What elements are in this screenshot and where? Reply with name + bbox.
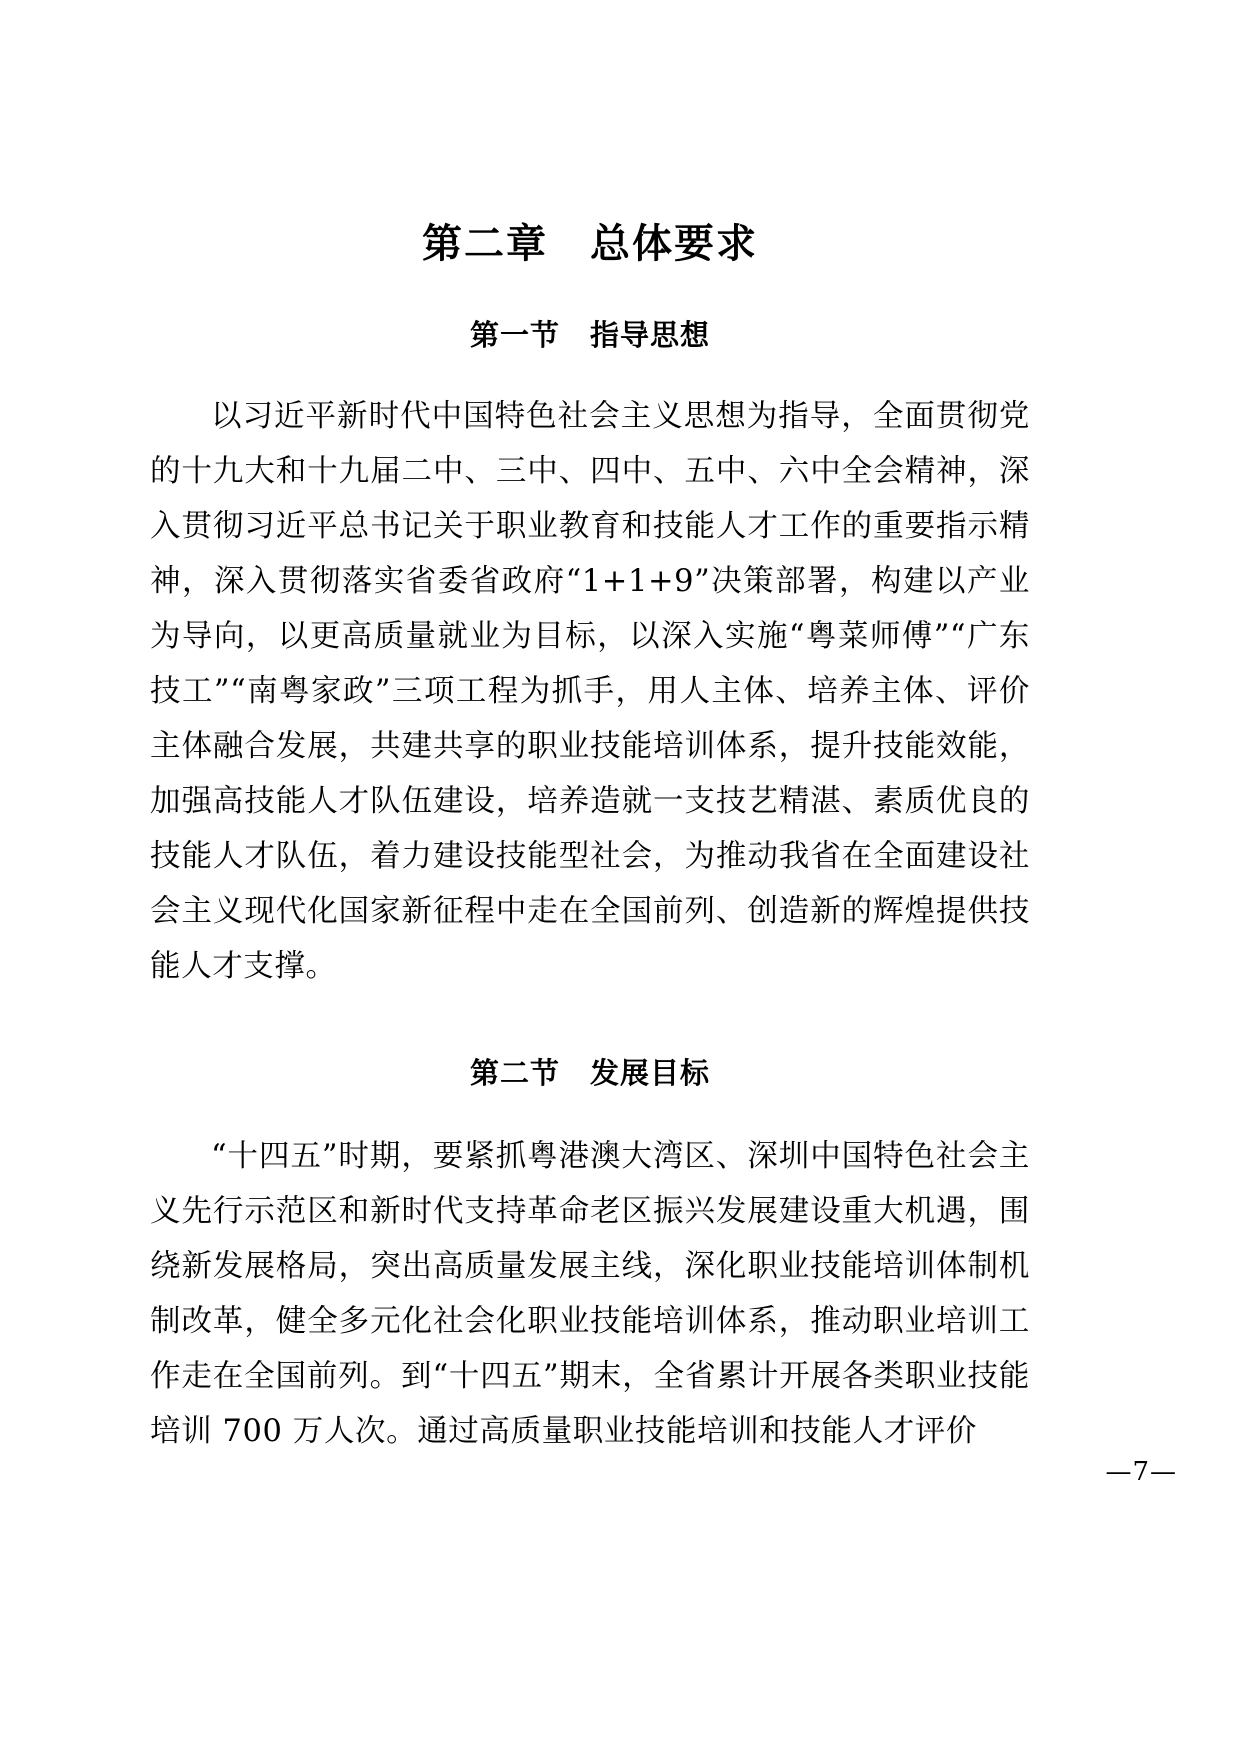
chapter-title: 第二章 总体要求 bbox=[422, 220, 758, 267]
page-content bbox=[150, 0, 1030, 1749]
section-1-paragraph: 以习近平新时代中国特色社会主义思想为指导，全面贯彻党的十九大和十九届二中、三中、四中、五中、六中全会精神，深入贯彻习近平总书记关于职业教育和技能人才工作的重要指示精神，深入贯彻落实省委省政府“1+1+9”决策部署，构建以产业为导向，以更高质量就业为目标，以深入实施“粤菜师傅”“广东技工”“南粤家政”三项工程为抓手，用人主体、培养主体、评价主体融合发展，共建共享的职业技能培训体系，提升技能效能，加强高技能人才队伍建设，培养造就一支技艺精湛、素质优良的技能人才队伍，着力建设技能型社会，为推动我省在全面建设社会主义现代化国家新征程中走在全国前列、创造新的辉煌提供技能人才支撑。 bbox=[150, 398, 1030, 984]
section-2-paragraph: “十四五”时期，要紧抓粤港澳大湾区、深圳中国特色社会主义先行示范区和新时代支持革命老区振兴发展建设重大机遇，围绕新发展格局，突出高质量发展主线，深化职业技能培训体制机制改革，健全多元化社会化职业技能培训体系，推动职业培训工作走在全国前列。到“十四五”期末，全省累计开展各类职业技能培训 700 万人次。通过高质量职业技能培训和技能人才评价 bbox=[150, 1138, 1030, 1449]
section-heading-2: 第二节 发展目标 bbox=[469, 1055, 710, 1090]
section-heading-1: 第一节 指导思想 bbox=[469, 318, 710, 352]
page-number: —7— bbox=[1105, 1457, 1177, 1487]
